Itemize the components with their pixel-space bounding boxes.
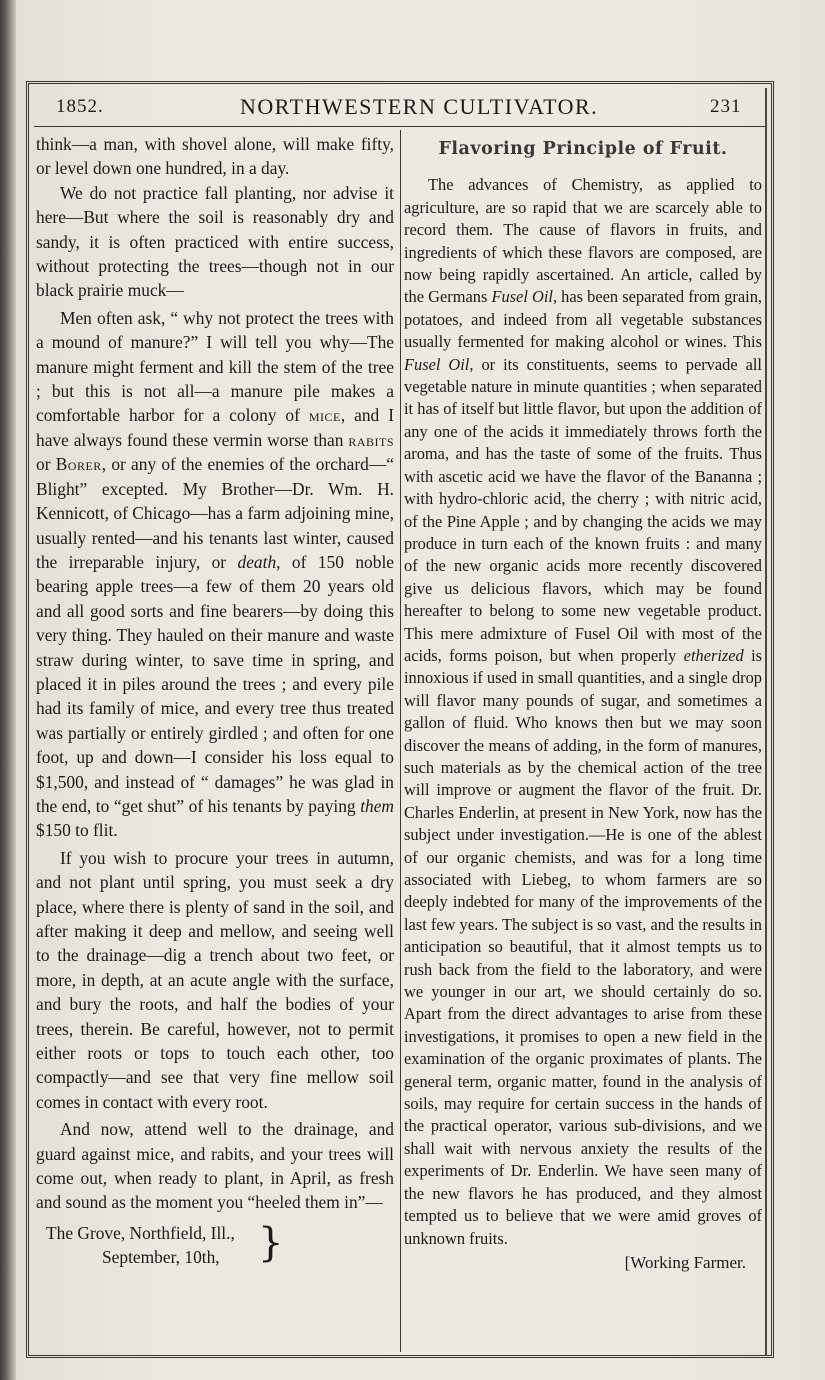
right-column xyxy=(404,130,762,1274)
running-header xyxy=(34,94,770,124)
paragraph: We do not practice fall planting, nor advise it here—But where the soil is reasonably dry and sandy, it is often practiced with entire success, without protecting the trees—though not in our black prairie muck— xyxy=(36,182,394,301)
paragraph: Men often ask, “ why not protect the trees with a mound of manure?” I will tell you why—The manure might ferment and kill the stem of the tree ; but this is not all—a manure pile makes a comfortable harbor for a colony of mice, and I have always found these vermin worse than rabits or Borer, or any of the enemies of the orchard—“ Blight” excepted. My Brother—Dr. Wm. H. Kennicott, of Chicago—has a farm adjoining mine, usually rented—and his tenants last winter, caused the irreparable injury, or death, of 150 noble bearing apple trees—a few of them 20 years old and all good sorts and fine bearers—by doing this very thing. They hauled on their manure and waste straw during winter, to save time in spring, and placed it in piles around the trees ; and every pile had its family of mice, and every tree thus treated was partially or entirely girdled ; and often for one foot, up and down—I consider his loss equal to $1,500, and instead of “ damages” he was glad in the end, to “get shut” of his tenants by paying them $150 to flit. xyxy=(36,307,394,841)
signoff-place: The Grove, Northfield, Ill., xyxy=(46,1222,235,1243)
header-year: 1852. xyxy=(56,96,104,117)
signoff-brace: } xyxy=(258,1219,284,1266)
column-divider xyxy=(400,130,401,1352)
signoff xyxy=(36,1221,394,1273)
left-column xyxy=(36,132,394,1273)
paragraph: The advances of Chemistry, as applied to agriculture, are so rapid that we are scarcely able to record them. The cause of flavors in fruits, and ingredients of which these flavors are composed, are now being rapidly ascertained. An article, called by the Germans Fusel Oil, has been separated from grain, potatoes, and indeed from all vegetable substances usually fermented for making alcohol or wines. This Fusel Oil, or its constituents, seems to pervade all vegetable nature in minute quantities ; when separated it has of itself but little flavor, but upon the addition of any one of the acids it immediately throws forth the aroma, and has the taste of some of the fruits. Thus with ascetic acid we have the flavor of the Bananna ; with hydro-chloric acid, the cherry ; with nitric acid, of the Pine Apple ; and by changing the acids we may produce in turn each of the known fruits : and many of the new organic acids more recently discovered give us delicious flavors, which may be found hereafter to belong to some new vegetable product. This mere admixture of Fusel Oil with most of the acids, forms poison, but when properly etherized is innoxious if used in small quantities, and a single drop will flavor many pounds of sugar, and sometimes a gallon of fluid. Who knows then but we may soon discover the means of adding, in the form of manures, such materials as by the chemical action of the tree will improve or augment the flavor of the fruit. Dr. Charles Enderlin, at present in New York, now has the subject under investigation.—He is one of the ablest of our organic chemists, and was for a long time associated with Liebeg, to whom farmers are so deeply indebted for many of the improvements of the last few years. The subject is so vast, and the results in anticipation so beautiful, that it almost tempts us to rush back from the field to the laboratory, and were we younger in our art, we should certainly do so. Apart from the direct advantages to arise from these investigations, it promises to open a new field in the examination of the organic proximates of plants. The general term, organic matter, found in the analysis of soils, may require for certain success in the hands of the practical operator, various sub-divisions, and we shall wait with nervous anxiety the results of the experiments of Dr. Enderlin. We have seen many of the new flavors he has produced, and they almost tempted us to believe that we were amid groves of unknown fruits. xyxy=(404,175,763,1248)
paragraph: If you wish to procure your trees in autumn, and not plant until spring, you must seek a dry place, where there is plenty of sand in the soil, and after making it deep and mellow, and seeing well to the drainage—dig a trench about two feet, or more, in depth, at an acute angle with the surface, and bury the roots, and half the bodies of your trees, therein. Be careful, however, not to permit either roots or tops to touch each other, too compactly—and see that very fine mellow soil comes in contact with every root. xyxy=(36,847,394,1112)
article-title: Flavoring Principle of Fruit. xyxy=(438,139,728,159)
binding-edge xyxy=(0,0,16,1380)
page-number: 231 xyxy=(710,96,742,117)
paragraph: And now, attend well to the drainage, and guard against mice, and rabits, and your trees will come out, when ready to plant, in April, as fresh and sound as the moment you “heeled them in”— xyxy=(36,1119,394,1213)
header-rule xyxy=(34,126,765,127)
header-title: NORTHWESTERN CULTIVATOR. xyxy=(240,94,599,119)
paragraph: think—a man, with shovel alone, will make fifty, or level down one hundred, in a day. xyxy=(36,134,394,179)
article-source: [Working Farmer. xyxy=(624,1252,746,1272)
border-rule-right xyxy=(765,88,767,1356)
signoff-date: September, 10th, xyxy=(102,1246,220,1267)
